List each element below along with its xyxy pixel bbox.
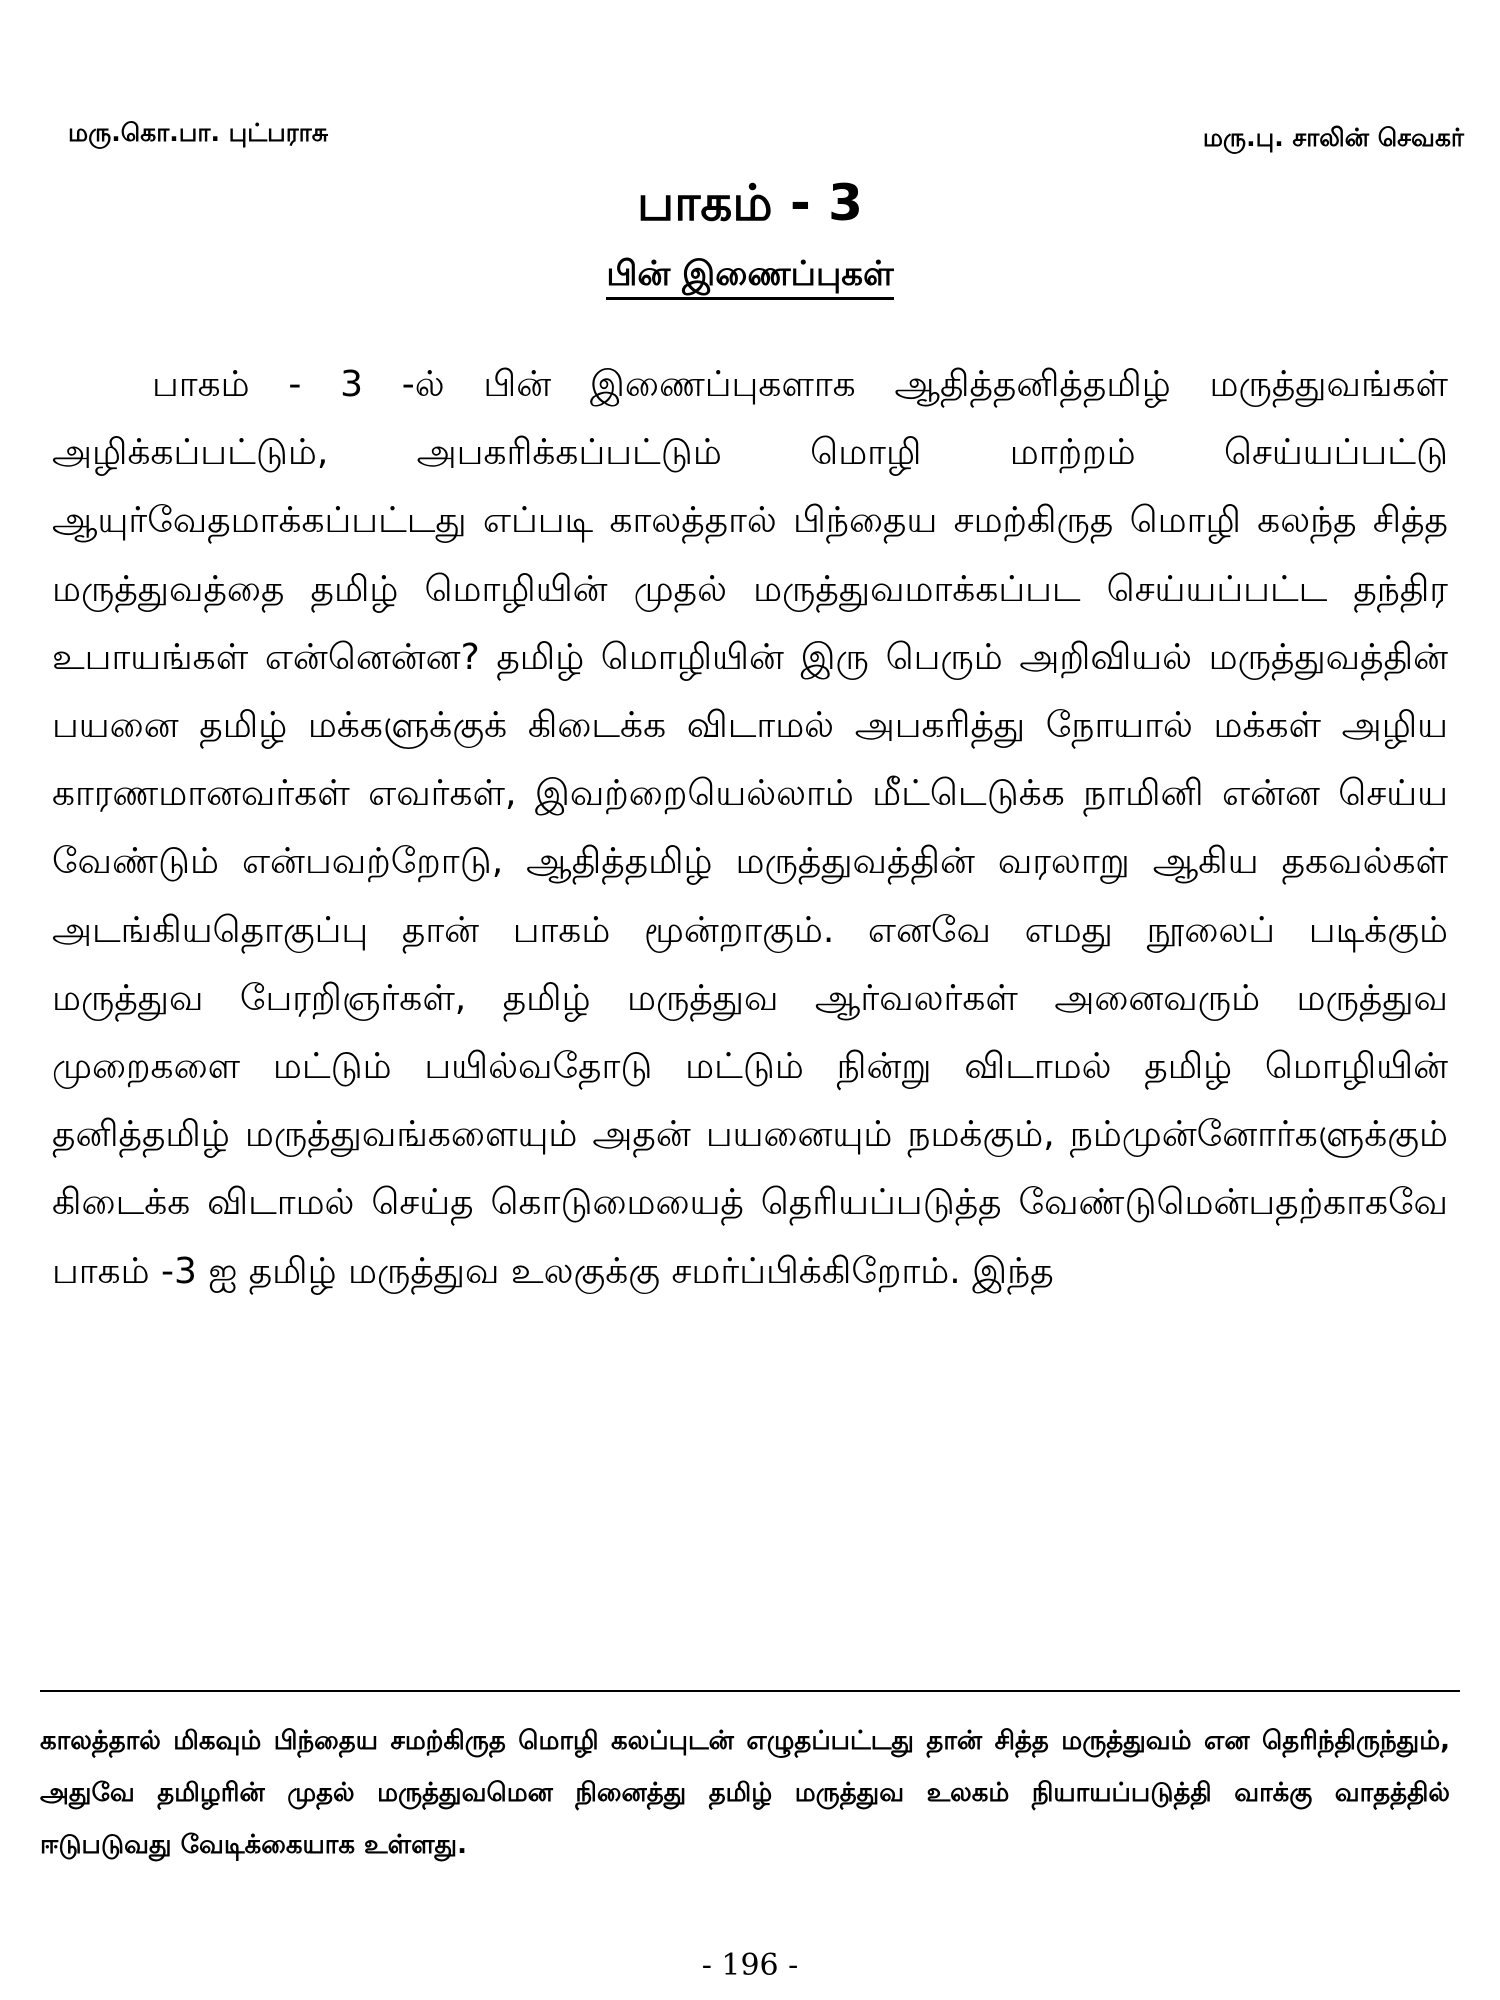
footnote-divider: [40, 1690, 1460, 1692]
body-paragraph: பாகம் - 3 -ல் பின் இணைப்புகளாக ஆதித்தனித்தமிழ் மருத்துவங்கள் அழிக்கப்பட்டும், அபகரிக்கப்பட்டும் மொழி மாற்றம் செய்யப்பட்டு ஆயுர்வேதமாக்கப்பட்டது எப்படி காலத்தால் பிந்தைய சமற்கிருத மொழி கலந்த சித்த மருத்துவத்தை தமிழ் மொழியின் முதல் மருத்துவமாக்கப்பட செய்யப்பட்ட தந்திர உபாயங்கள் என்னென்ன? தமிழ் மொழியின் இரு பெரும் அறிவியல் மருத்துவத்தின் பயனை தமிழ் மக்களுக்குக் கிடைக்க விடாமல் அபகரித்து நோயால் மக்கள் அழிய காரணமானவர்கள் எவர்கள், இவற்றையெல்லாம் மீட்டெடுக்க நாமினி என்ன செய்ய வேண்டும் என்பவற்றோடு, ஆதித்தமிழ் மருத்துவத்தின் வரலாறு ஆகிய தகவல்கள் அடங்கியதொகுப்பு தான் பாகம் மூன்றாகும். எனவே எமது நூலைப் படிக்கும் மருத்துவ பேரறிஞர்கள், தமிழ் மருத்துவ ஆர்வலர்கள் அனைவரும் மருத்துவ முறைகளை மட்டும் பயில்வதோடு மட்டும் நின்று விடாமல் தமிழ் மொழியின் தனித்தமிழ் மருத்துவங்களையும் அதன் பயனையும் நமக்கும், நம்முன்னோர்களுக்கும் கிடைக்க விடாமல் செய்த கொடுமையைத் தெரியப்படுத்த வேண்டுமென்பதற்காகவே பாகம் -3 ஐ தமிழ் மருத்துவ உலகுக்கு சமர்ப்பிக்கிறோம். இந்த: [52, 364, 1448, 1292]
footnote-text: காலத்தால் மிகவும் பிந்தைய சமற்கிருத மொழி கலப்புடன் எழுதப்பட்டது தான் சித்த மருத்துவம் என தெரிந்திருந்தும், அதுவே தமிழரின் முதல் மருத்துவமென நினைத்து தமிழ் மருத்துவ உலகம் நியாயப்படுத்தி வாக்கு வாதத்தில் ஈடுபடுவது வேடிக்கையாக உள்ளது.: [40, 1726, 1450, 1860]
header-author-left: மரு.கொ.பா. புட்பராசு: [68, 118, 329, 147]
page-number: - 196 -: [701, 1948, 799, 1983]
header-author-right: மரு.பு. சாலின் செவகர்: [1202, 123, 1464, 152]
appendix-title-wrap: [0, 254, 1500, 300]
appendix-title: பின் இணைப்புகள்: [606, 257, 893, 300]
part-title: பாகம் - 3: [637, 174, 863, 232]
